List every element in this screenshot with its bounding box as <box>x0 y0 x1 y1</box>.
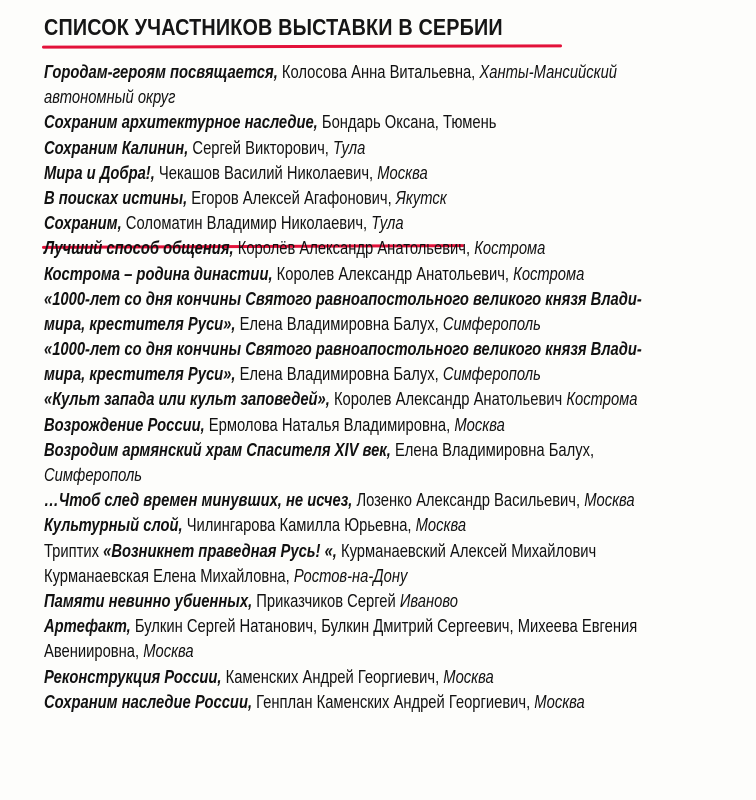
list-item <box>44 161 749 186</box>
work-title: Возродим армянский храм Спасителя XIV век, <box>44 439 391 460</box>
list-item <box>44 413 749 438</box>
city-name: Якутск <box>395 187 447 208</box>
author-name: Курманаевская Елена Михайловна, <box>44 565 294 586</box>
work-title: Сохраним архитектурное наследие, <box>44 112 318 133</box>
title-block <box>44 14 578 41</box>
list-item <box>44 387 749 412</box>
list-item <box>44 312 749 337</box>
work-title: Памяти невинно убиенных, <box>44 590 253 611</box>
work-title: Лучший способ общения, <box>44 238 234 259</box>
city-name: Москва <box>443 666 494 687</box>
city-name: Тула <box>371 213 404 234</box>
list-item <box>44 85 749 110</box>
city-name: Москва <box>454 414 505 435</box>
city-name: Ростов-на-Дону <box>293 565 408 586</box>
work-type-label: Триптих <box>44 540 104 561</box>
list-item <box>44 639 749 664</box>
work-title: Сохраним Калинин, <box>44 137 189 158</box>
author-name: Булкин Сергей Натанович, Булкин Дмитрий Сергеевич, Михеева Евгения <box>130 616 638 637</box>
work-title: «Культ запада или культ заповедей», <box>44 389 330 410</box>
work-title: «Возникнет праведная Русь! «, <box>103 540 337 561</box>
author-name: Генплан Каменских Андрей Георгиевич, <box>252 691 535 712</box>
list-item <box>44 438 749 463</box>
work-title: Реконструкция России, <box>44 666 222 687</box>
work-title: Городам-героям посвящается, <box>44 62 278 82</box>
work-title: Сохраним наследие России, <box>44 691 253 712</box>
list-item-highlighted <box>44 211 749 236</box>
city-name: Ханты-Мансийский <box>479 62 618 82</box>
work-title: Культурный слой, <box>44 515 183 536</box>
author-name: Елена Владимировна Балух, <box>235 364 443 385</box>
city-name: Симферополь <box>442 313 541 334</box>
city-name: Москва <box>415 515 467 536</box>
city-name: Кострома <box>513 263 585 284</box>
author-name: Каменских Андрей Георгиевич, <box>221 666 444 687</box>
list-item <box>44 488 749 513</box>
city-name: Москва <box>143 641 194 662</box>
author-name: Соломатин Владимир Николаевич, <box>121 213 372 234</box>
city-name: Москва <box>584 490 635 511</box>
page-title: СПИСОК УЧАСТНИКОВ ВЫСТАВКИ В СЕРБИИ <box>44 14 503 40</box>
author-name: Приказчиков Сергей <box>252 590 400 611</box>
list-item <box>44 463 749 488</box>
list-item <box>44 690 749 715</box>
author-name: Королев Александр Анатольевич, <box>272 263 514 284</box>
author-name: Колосова Анна Витальевна, <box>277 62 480 82</box>
work-title: Возрождение России, <box>44 414 205 435</box>
author-name: Чилингарова Камилла Юрьевна, <box>182 515 416 536</box>
list-item <box>44 60 749 85</box>
city-name: Москва <box>377 162 428 183</box>
list-item <box>44 136 749 161</box>
author-name: Королев Александр Анатольевич <box>329 389 567 410</box>
author-name: Лозенко Александр Васильевич, <box>352 490 585 511</box>
work-title: Мира и Добра!, <box>44 162 155 183</box>
list-item <box>44 337 749 362</box>
list-item <box>44 614 749 639</box>
list-item <box>44 564 749 589</box>
author-name: Ермолова Наталья Владимировна, <box>204 414 455 435</box>
list-item <box>44 186 749 211</box>
work-title: Кострома – родина династии, <box>44 263 273 284</box>
list-item <box>44 236 749 261</box>
city-name: Кострома <box>566 389 638 410</box>
list-item <box>44 589 749 614</box>
list-item <box>44 665 749 690</box>
author-name: Королёв Александр Анатольевич, <box>233 238 475 259</box>
work-title: …Чтоб след времен минувших, не исчез, <box>44 490 353 511</box>
city-name: Симферополь <box>442 364 541 385</box>
author-name: Бондарь Оксана, <box>317 112 444 133</box>
author-name: Авениировна, <box>44 641 144 662</box>
city-name: Иваново <box>399 590 458 611</box>
author-name: Сергей Викторович, <box>188 137 334 158</box>
list-item <box>44 539 749 564</box>
author-name: Елена Владимировна Балух, <box>235 313 443 334</box>
city-name: Кострома <box>474 238 546 259</box>
title-underline <box>42 44 562 48</box>
work-title: В поисках истины, <box>44 187 188 208</box>
city-name: автономный округ <box>44 87 176 108</box>
city-name: Тюмень <box>443 112 497 133</box>
city-name: Тула <box>333 137 366 158</box>
city-name: Москва <box>534 691 585 712</box>
author-name: Елена Владимировна Балух, <box>390 439 595 460</box>
participants-list <box>44 60 744 715</box>
list-item <box>44 513 749 538</box>
list-item <box>44 287 749 312</box>
author-name: Егоров Алексей Агафонович, <box>187 187 396 208</box>
author-name: Чекашов Василий Николаевич, <box>154 162 378 183</box>
work-title: Сохраним, <box>44 213 122 234</box>
work-title: Артефакт, <box>44 616 131 637</box>
list-item <box>44 362 749 387</box>
city-name: Симферополь <box>44 465 143 485</box>
list-item <box>44 110 749 135</box>
work-title: мира, крестителя Руси», <box>44 364 236 385</box>
work-title: «1000-лет со дня кончины Святого равноапостольного великого князя Влади- <box>44 339 642 360</box>
author-name: Курманаевский Алексей Михайлович <box>336 540 597 561</box>
work-title: «1000-лет со дня кончины Святого равноапостольного великого князя Влади- <box>44 288 642 309</box>
list-item <box>44 262 749 287</box>
work-title: мира, крестителя Руси», <box>44 313 236 334</box>
